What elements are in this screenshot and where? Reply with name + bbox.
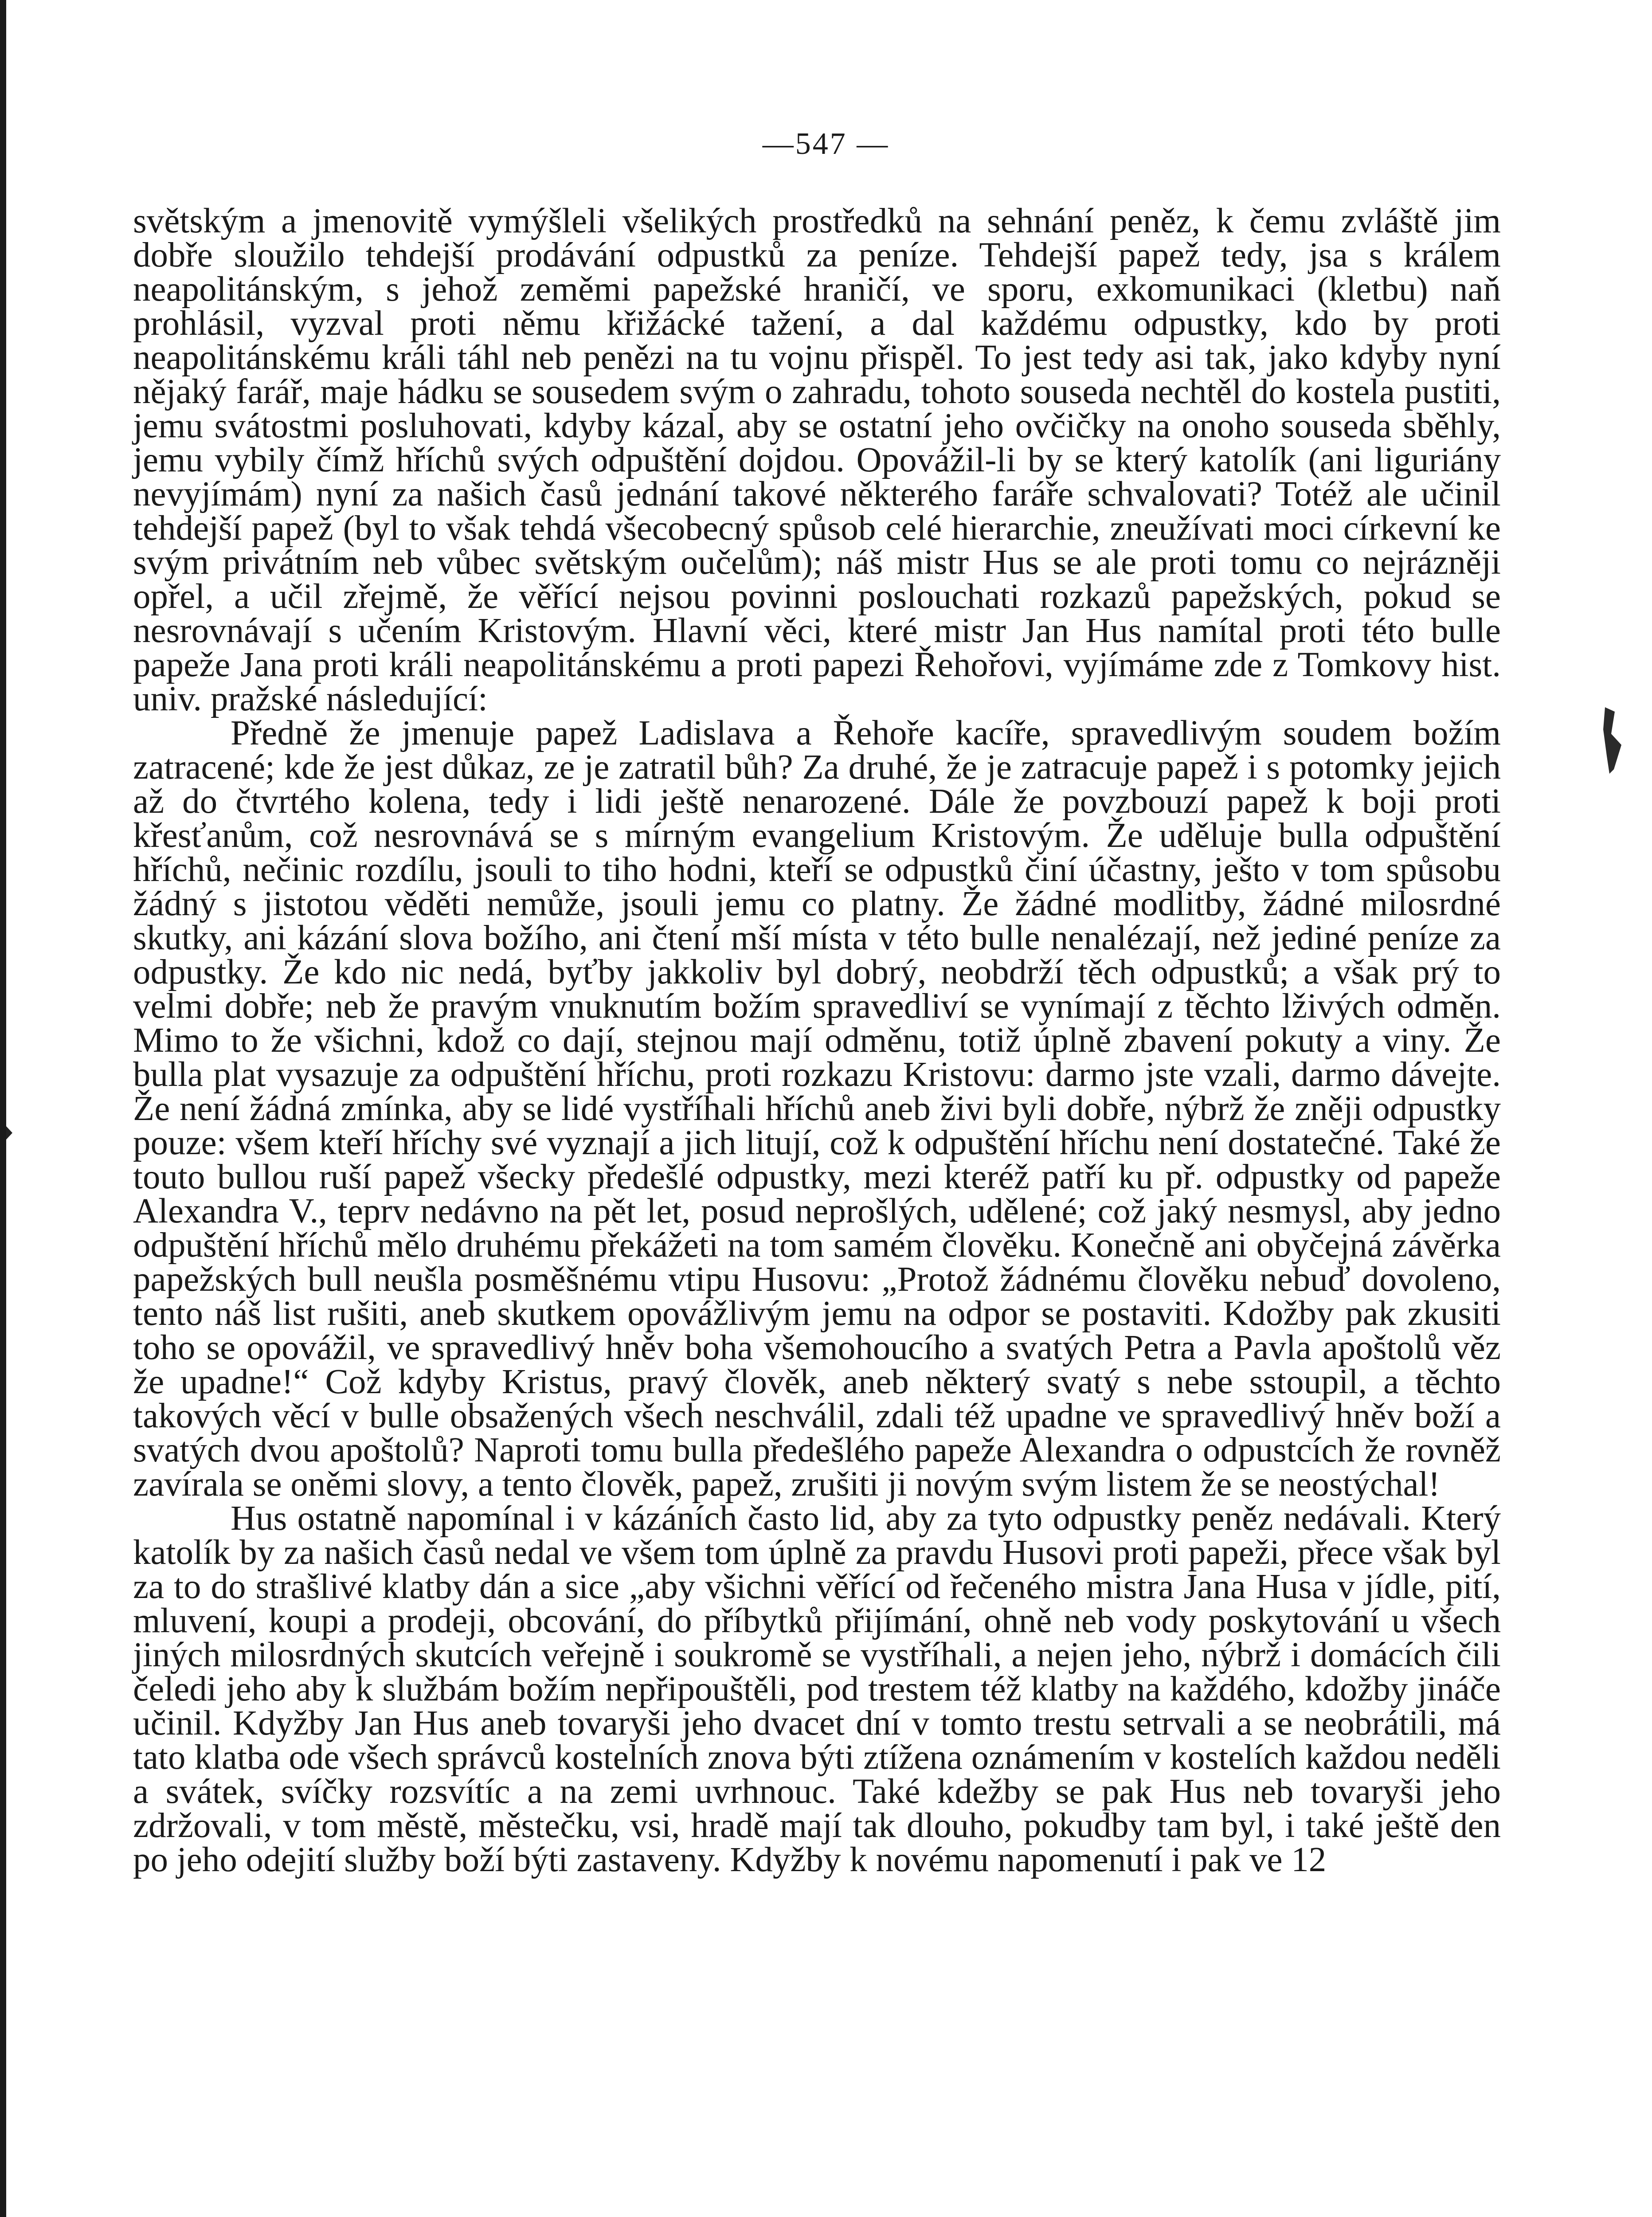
- body-text: [133, 204, 1501, 1877]
- scan-edge-left: [0, 0, 6, 2217]
- binding-mark: [6, 1126, 12, 1140]
- paragraph-1: světským a jmenovitě vymýšleli všelikých prostředků na sehnání peněz, k čemu zvláště jim dobře sloužilo tehdejší prodávání odpustků za peníze. Tehdejší papež tedy, jsa s králem neapolitánským, s jehož zeměmi papežské hraničí, ve sporu, exkomunikaci (kletbu) naň prohlásil, vyzval proti němu křižácké tažení, a dal každému odpustky, kdo by proti neapolitánskému králi táhl neb penězi na tu vojnu přispěl. To jest tedy asi tak, jako kdyby nyní nějaký farář, maje hádku se sousedem svým o zahradu, tohoto souseda nechtěl do kostela pustiti, jemu svátostmi posluhovati, kdyby kázal, aby se ostatní jeho ovčičky na onoho souseda sběhly, jemu vybily čímž hříchů svých odpuštění dojdou. Opovážil-li by se který katolík (ani liguriány nevyjímám) nyní za našich časů jednání takové některého faráře schvalovati? Totéž ale učinil tehdejší papež (byl to však tehdá všecobecný spůsob celé hierarchie, zneužívati moci církevní ke svým privátním neb vůbec světským oučelům); náš mistr Hus se ale proti tomu co nejrázněji opřel, a učil zřejmě, že věřící nejsou povinni poslouchati rozkazů papežských, pokud se nesrovnávají s učením Kristovým. Hlavní věci, které mistr Jan Hus namítal proti této bulle papeže Jana proti králi neapolitánskému a proti papezi Řehořovi, vyjímáme zde z Tomkovy hist. univ. pražské následující:: [133, 202, 1501, 718]
- margin-ink-mark: [1601, 703, 1628, 776]
- paragraph-3: Hus ostatně napomínal i v kázáních často lid, aby za tyto odpustky peněz nedávali. Který katolík by za našich časů nedal ve všem tom úplně za pravdu Husovi proti papeži, přece však byl za to do strašlivé klatby dán a sice „aby všichni věřící od řečeného mistra Jana Husa v jídle, pití, mluvení, koupi a prodeji, obcování, do příbytků přijímání, ohně neb vody poskytování u všech jiných milosrdných skutcích veřejně i soukromě se vystříhali, a nejen jeho, nýbrž i domácích čili čeledi jeho aby k službám božím nepřipouštěli, pod trestem též klatby na každého, kdožby jináče učinil. Kdyžby Jan Hus aneb tovaryši jeho dvacet dní v tomto trestu setrvali a se neobrátili, má tato klatba ode všech správců kostelních znova býti ztížena oznámením v kostelích každou neděli a svátek, svíčky rozsvítíc a na zemi uvrhnouc. Také kdežby se pak Hus neb tovaryši jeho zdržovali, v tom městě, městečku, vsi, hradě mají tak dlouho, pokudby tam byl, i také ještě den po jeho odejití služby boží býti zastaveny. Kdyžby k novému napomenutí i pak ve 12: [133, 1499, 1501, 1879]
- page-number: —547 —: [762, 127, 890, 161]
- margin-ink-stroke: [1603, 707, 1621, 774]
- paragraph-2: Předně že jmenuje papež Ladislava a Řehoře kacíře, spravedlivým soudem božím zatracené; kde že jest důkaz, ze je zatratil bůh? Za druhé, že je zatracuje papež i s potomky jejich až do čtvrtého kolena, tedy i lidi ještě nenarozené. Dále že povzbouzí papež k boji proti křesťanům, což nesrovnává se s mírným evangelium Kristovým. Že uděluje bulla odpuštění hříchů, nečinic rozdílu, jsouli to tiho hodni, kteří se odpustků činí účastny, ješto v tom spůsobu žádný s jistotou věděti nemůže, jsouli jemu co platny. Že žádné modlitby, žádné milosrdné skutky, ani kázání slova božího, ani čtení mší místa v této bulle nenalézají, než jediné peníze za odpustky. Že kdo nic nedá, byťby jakkoliv byl dobrý, neobdrží těch odpustků; a však prý to velmi dobře; neb že pravým vnuknutím božím spravedliví se vynímají z těchto lživých odměn. Mimo to že všichni, kdož co dají, stejnou mají odměnu, totiž úplně zbavení pokuty a viny. Že bulla plat vysazuje za odpuštění hříchu, proti rozkazu Kristovu: darmo jste vzali, darmo dávejte. Že není žádná zmínka, aby se lidé vystříhali hříchů aneb živi byli dobře, nýbrž že zněji odpustky pouze: všem kteří hříchy své vyznají a jich litují, což k odpuštění hříchu není dostatečné. Také že touto bullou ruší papež všecky předešlé odpustky, mezi kteréž patří ku př. odpustky od papeže Alexandra V., teprv nedávno na pět let, posud neprošlých, udělené; což jaký nesmysl, aby jedno odpuštění hříchů mělo druhému překážeti na tom samém člověku. Konečně ani obyčejná závěrka papežských bull neušla posměšnému vtipu Husovu: „Protož žádnému člověku nebuď dovoleno, tento náš list rušiti, aneb skutkem opovážlivým jemu na odpor se postaviti. Kdožby pak zkusiti toho se opovážil, ve spravedlivý hněv boha všemohoucího a svatých Petra a Pavla apoštolů věz že upadne!“ Což kdyby Kristus, pravý člověk, aneb některý svatý s nebe sstoupil, a těchto takových věcí v bulle obsažených všech neschválil, zdali též upadne ve spravedlivý hněv boží a svatých dvou apoštolů? Naproti tomu bulla předešlého papeže Alexandra o odpustcích že rovněž zavírala se oněmi slovy, a tento člověk, papež, zrušiti ji novým svým listem že se neostýchal!: [133, 714, 1501, 1504]
- binding-mark-shape: [6, 1126, 12, 1140]
